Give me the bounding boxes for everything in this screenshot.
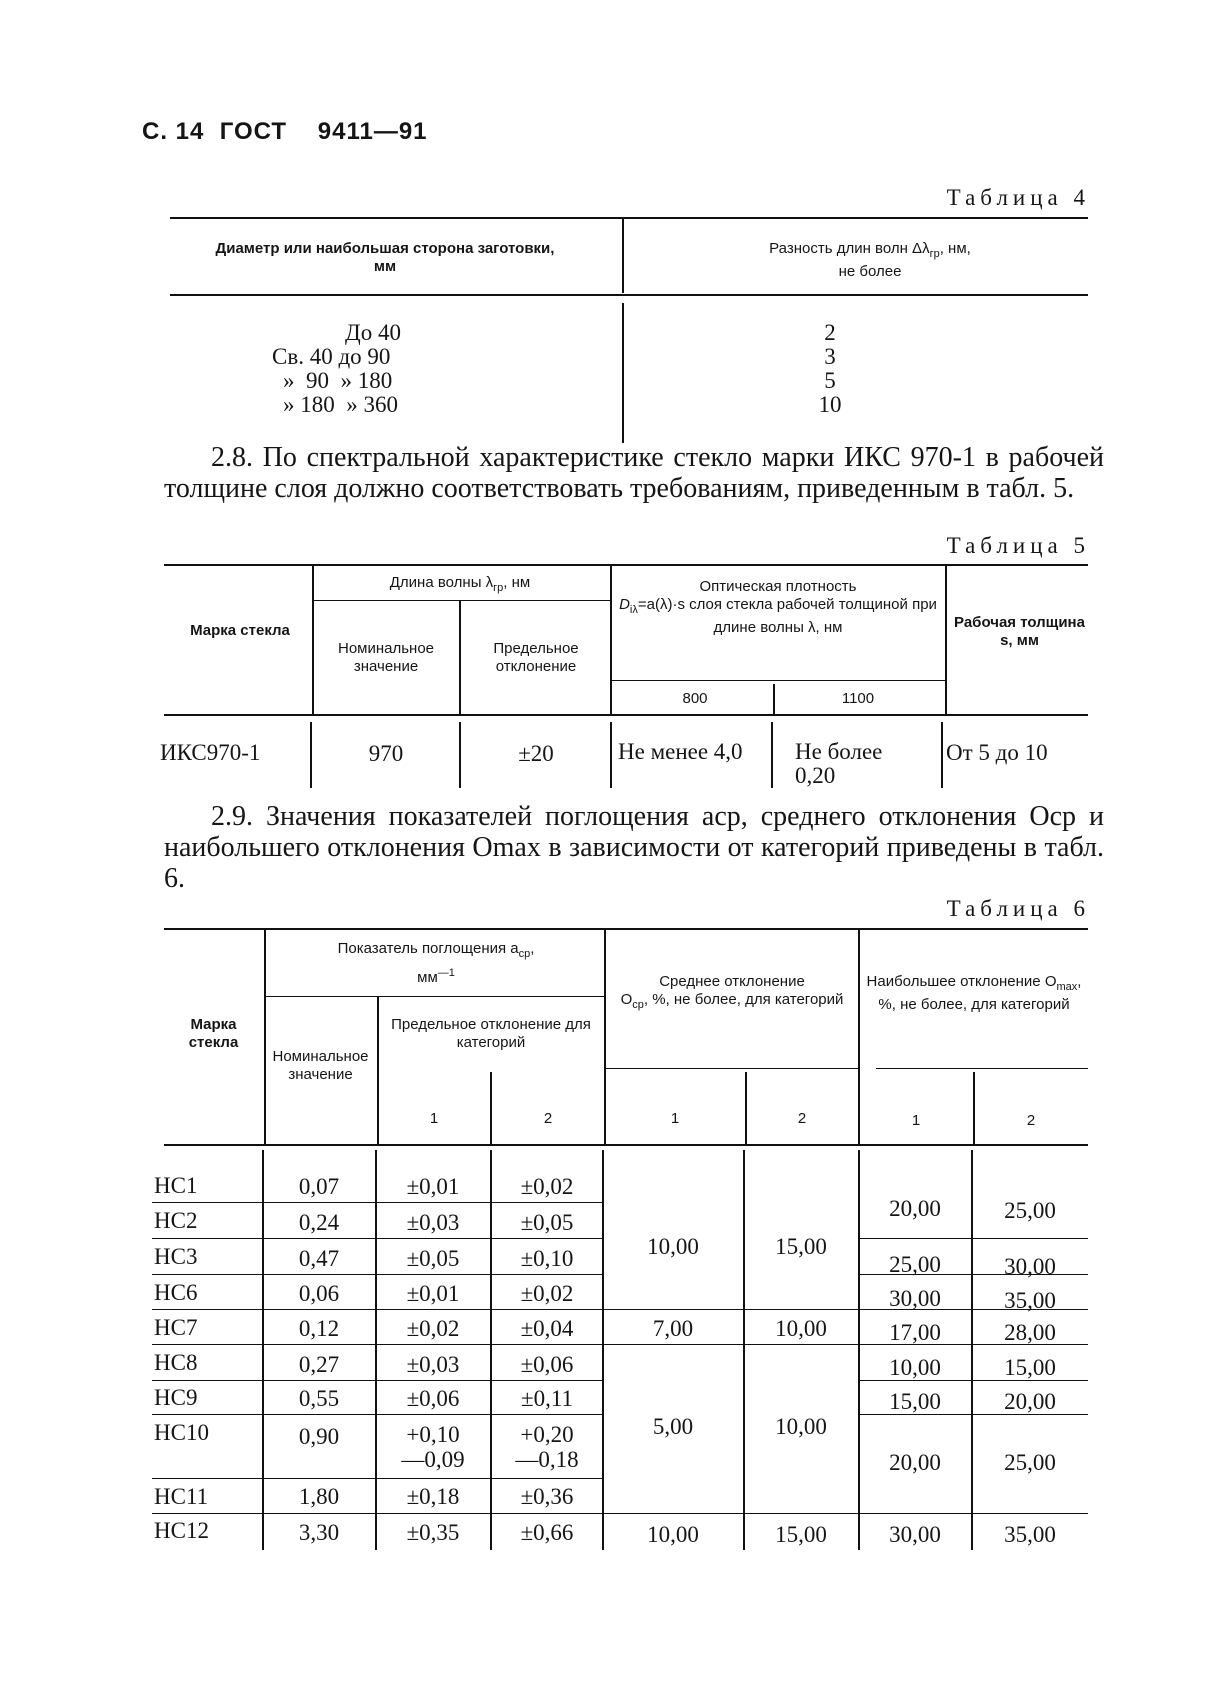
table6-body-vline-4 (602, 1150, 604, 1550)
table6-mean-rule-b (602, 1344, 858, 1345)
table5-h-density: Оптическая плотность $D_{i\lambda}=a(\lambda)\cdot s$ слоя стекла рабочей толщиной при длине волны λ, нм (619, 578, 937, 636)
paragraph-2-9: 2.9. Значения показателей поглощения aср, среднего отклонения Oср и наибольшего отклонения Omax в зависимости от категорий приведены в табл. 6. (164, 801, 1104, 894)
table6-row-6-nominal: 0,27 (298, 1352, 340, 1377)
table6-row-9-mark: НС11 (154, 1484, 209, 1509)
table6-max-f-cat1: 15,00 (889, 1389, 941, 1414)
table5-nominal: 970 (368, 741, 404, 766)
table4-row-3-size: » 90 » 180 (283, 368, 393, 393)
table6-h-max-cat1: 1 (911, 1112, 921, 1129)
table6-row-6-mark: НС8 (154, 1350, 198, 1375)
table6-h-mark: Марка стекла (188, 1016, 239, 1051)
table5-vline-3 (610, 566, 612, 714)
table6-mean-g4-cat1: 10,00 (647, 1522, 699, 1547)
table5-caption: Таблица 5 (946, 533, 1090, 558)
table6-row-4-dev2: ±0,02 (520, 1281, 574, 1306)
page-header (142, 118, 428, 146)
table6-caption: Таблица 6 (946, 896, 1090, 921)
table5-thickness: От 5 до 10 (946, 740, 1048, 765)
table5-density-rule (612, 680, 945, 681)
table6-row-6-dev1: ±0,03 (406, 1352, 460, 1377)
table6-row-8-dev2: +0,20 —0,18 (515, 1422, 579, 1472)
table6-row-5-mark: НС7 (154, 1315, 198, 1340)
table6-row-8-nominal: 0,90 (298, 1424, 340, 1449)
table4-row-4-value: 10 (818, 392, 842, 417)
table6-row-2-dev1: ±0,03 (406, 1210, 460, 1235)
table6-max-h-cat1: 30,00 (889, 1522, 941, 1547)
table6-mean-rule (606, 1068, 858, 1069)
table4-row-1-value: 2 (824, 320, 836, 345)
table5-h-wave: Длина волны $\lambda_{гр}$, нм (389, 574, 531, 594)
table6-row-3-dev1: ±0,05 (406, 1246, 460, 1271)
table6-row-7-dev2: ±0,11 (520, 1386, 574, 1411)
table6-row-rule-3 (152, 1274, 602, 1275)
table6-mean-g1-cat2: 15,00 (775, 1234, 827, 1259)
table4-body-divider (622, 303, 624, 443)
table6-max-b-cat1: 25,00 (889, 1252, 941, 1277)
table6-h-mean-cat1: 1 (670, 1110, 680, 1127)
table6-max-c-cat1: 30,00 (889, 1286, 941, 1311)
table6-row-2-nominal: 0,24 (298, 1210, 340, 1235)
table6-h-max-cat2: 2 (1026, 1112, 1036, 1129)
table6-row-7-dev1: ±0,06 (406, 1386, 460, 1411)
table6-row-1-nominal: 0,07 (298, 1174, 340, 1199)
table4-row-1-size: До 40 (345, 320, 401, 345)
table6-row-10-dev1: ±0,35 (406, 1520, 460, 1545)
table6-h-limit: Предельное отклонение для категорий (391, 1016, 591, 1051)
table5-h-800: 800 (682, 690, 708, 707)
table5-vline-4 (773, 684, 775, 714)
table6-max-b-cat2: 30,00 (1004, 1254, 1056, 1279)
table5-vline-1 (312, 566, 314, 714)
table6-row-4-dev1: ±0,01 (406, 1281, 460, 1306)
table6-max-g-cat1: 20,00 (889, 1450, 941, 1475)
table6-row-rule-8 (152, 1478, 602, 1479)
standard-label: ГОСТ (219, 118, 288, 145)
table6-max-g-cat2: 25,00 (1004, 1450, 1056, 1475)
table6-row-rule-7 (152, 1414, 602, 1415)
table6-max-rule (876, 1068, 1088, 1069)
table6-mean-g3-cat2: 10,00 (775, 1414, 827, 1439)
table6-row-7-mark: НС9 (154, 1385, 198, 1410)
table6-vline-6 (858, 930, 860, 1144)
table4-row-2-value: 3 (824, 344, 836, 369)
table6-mean-g2-cat2: 10,00 (775, 1316, 827, 1341)
table6-row-7-nominal: 0,55 (298, 1386, 340, 1411)
table6-h-nominal: Номинальное значение (272, 1048, 369, 1083)
table6-row-rule-6 (152, 1380, 602, 1381)
table6-row-rule-5 (152, 1344, 602, 1345)
table5-d800: Не менее 4,0 (618, 739, 743, 764)
table6-vline-1 (264, 930, 266, 1144)
table6-h-mean-cat2: 2 (797, 1110, 807, 1127)
table6-max-rule-1 (858, 1238, 1088, 1239)
table6-row-4-mark: НС6 (154, 1280, 198, 1305)
table6-mean-rule-c (602, 1513, 858, 1514)
table5-h-thickness: Рабочая толщина s, мм (954, 614, 1085, 649)
table6-row-5-nominal: 0,12 (298, 1316, 340, 1341)
table6-max-a-cat2: 25,00 (1004, 1198, 1056, 1223)
table6-h-max: Наибольшее отклонение $O_{max}$, %, не более, для категорий (866, 973, 1082, 1013)
table6-row-1-dev1: ±0,01 (406, 1174, 460, 1199)
table6-body-vline-2 (375, 1150, 377, 1550)
table6-mean-g3-cat1: 5,00 (652, 1414, 694, 1439)
table5-body-vline-3 (610, 722, 612, 788)
table5-top-rule (164, 564, 1088, 566)
table5-vline-2 (459, 600, 461, 714)
table6-max-e-cat1: 10,00 (889, 1355, 941, 1380)
table6-max-e-cat2: 15,00 (1004, 1355, 1056, 1380)
table6-row-1-dev2: ±0,02 (520, 1174, 574, 1199)
table4-top-rule (170, 217, 1088, 219)
standard-number: 9411—91 (317, 118, 428, 145)
table5-h-deviation: Предельное отклонение (493, 640, 579, 675)
table6-mean-g2-cat1: 7,00 (652, 1316, 694, 1341)
table6-h-mean: Среднее отклонение $O_{ср}$, %, не более, для категорий (620, 973, 844, 1011)
table5-body-vline-5 (941, 722, 943, 788)
table6-row-rule-9 (152, 1513, 602, 1514)
table6-row-10-mark: НС12 (154, 1518, 209, 1543)
table6-max-a-cat1: 20,00 (889, 1196, 941, 1221)
table6-row-5-dev2: ±0,04 (520, 1316, 574, 1341)
table4-col2-header: Разность длин волн $\Delta\lambda_{гр}$, нм, не более (769, 240, 971, 280)
table6-vline-7 (973, 1072, 975, 1144)
table6-mean-g1-cat1: 10,00 (647, 1234, 699, 1259)
table5-deviation: ±20 (518, 741, 554, 766)
table6-row-10-nominal: 3,30 (298, 1520, 340, 1545)
table5-body-vline-2 (459, 722, 461, 788)
table6-row-3-nominal: 0,47 (298, 1246, 340, 1271)
table6-row-rule-1 (152, 1202, 602, 1203)
table4-row-2-size: Св. 40 до 90 (272, 344, 391, 369)
table6-row-10-dev2: ±0,66 (520, 1520, 574, 1545)
table6-row-1-mark: НС1 (154, 1173, 198, 1198)
table5-h-nominal: Номинальное значение (337, 640, 435, 675)
table6-h-abs: Показатель поглощения $a_{ср}$, $мм^{—1}$ (337, 940, 535, 986)
table4-col1 (240, 321, 440, 417)
table6-row-9-dev2: ±0,36 (520, 1484, 574, 1509)
table4-col1-header: Диаметр или наибольшая сторона заготовки, мм (215, 240, 555, 275)
table6-body-vline-7 (971, 1150, 973, 1550)
table6-row-9-dev1: ±0,18 (406, 1484, 460, 1509)
table5-h-mark: Марка стекла (190, 622, 290, 639)
table6-row-5-dev1: ±0,02 (406, 1316, 460, 1341)
table6-row-3-mark: НС3 (154, 1244, 198, 1269)
table6-header-rule (164, 1144, 1088, 1146)
table4-col2 (790, 321, 870, 417)
table5-body-vline-1 (310, 722, 312, 788)
paragraph-2-8: 2.8. По спектральной характеристике стекло марки ИКС 970-1 в рабочей толщине слоя должно соответствовать требованиям, приведенным в табл. 5. (164, 442, 1104, 504)
table6-vline-5 (745, 1072, 747, 1144)
table4-row-4-size: » 180 » 360 (283, 392, 398, 417)
table6-max-h-cat2: 35,00 (1004, 1522, 1056, 1547)
table6-row-2-mark: НС2 (154, 1208, 198, 1233)
table6-row-9-nominal: 1,80 (298, 1484, 340, 1509)
table6-mean-g4-cat2: 15,00 (775, 1522, 827, 1547)
table6-row-rule-2 (152, 1238, 602, 1239)
page-number: С. 14 (142, 118, 205, 145)
table4-header-rule (170, 294, 1088, 296)
table6-abs-rule (264, 996, 604, 997)
table5-mark: ИКС970-1 (160, 740, 261, 765)
table6-row-2-dev2: ±0,05 (520, 1210, 574, 1235)
table6-row-6-dev2: ±0,06 (520, 1352, 574, 1377)
table6-h-limit-cat2: 2 (543, 1110, 553, 1127)
table5-d1100: Не более 0,20 (795, 739, 883, 788)
table6-row-8-mark: НС10 (154, 1420, 209, 1445)
table4-caption: Таблица 4 (946, 185, 1090, 210)
table6-vline-3 (490, 1072, 492, 1144)
table5-wave-rule (312, 600, 610, 601)
table6-mean-rule-a (602, 1309, 858, 1310)
table6-max-f-cat2: 20,00 (1004, 1389, 1056, 1414)
table6-max-d-cat1: 17,00 (889, 1320, 941, 1345)
table6-body-vline-5 (743, 1150, 745, 1550)
table6-row-3-dev2: ±0,10 (520, 1246, 574, 1271)
table6-top-rule (164, 928, 1088, 930)
table6-row-8-dev1: +0,10 —0,09 (401, 1422, 465, 1472)
table6-max-c-cat2: 35,00 (1004, 1288, 1056, 1313)
table5-header-rule (164, 714, 1088, 716)
table6-h-limit-cat1: 1 (429, 1110, 439, 1127)
table4-header-divider (622, 219, 624, 293)
table6-max-rule-7 (858, 1513, 1088, 1514)
table5-h-1100: 1100 (841, 690, 875, 707)
table6-vline-2 (377, 996, 379, 1144)
table6-max-d-cat2: 28,00 (1004, 1320, 1056, 1345)
table5-body-vline-4 (771, 722, 773, 788)
table6-row-4-nominal: 0,06 (298, 1281, 340, 1306)
table5-vline-5 (945, 566, 947, 714)
table6-row-rule-4 (152, 1309, 602, 1310)
table4-row-3-value: 5 (824, 368, 836, 393)
